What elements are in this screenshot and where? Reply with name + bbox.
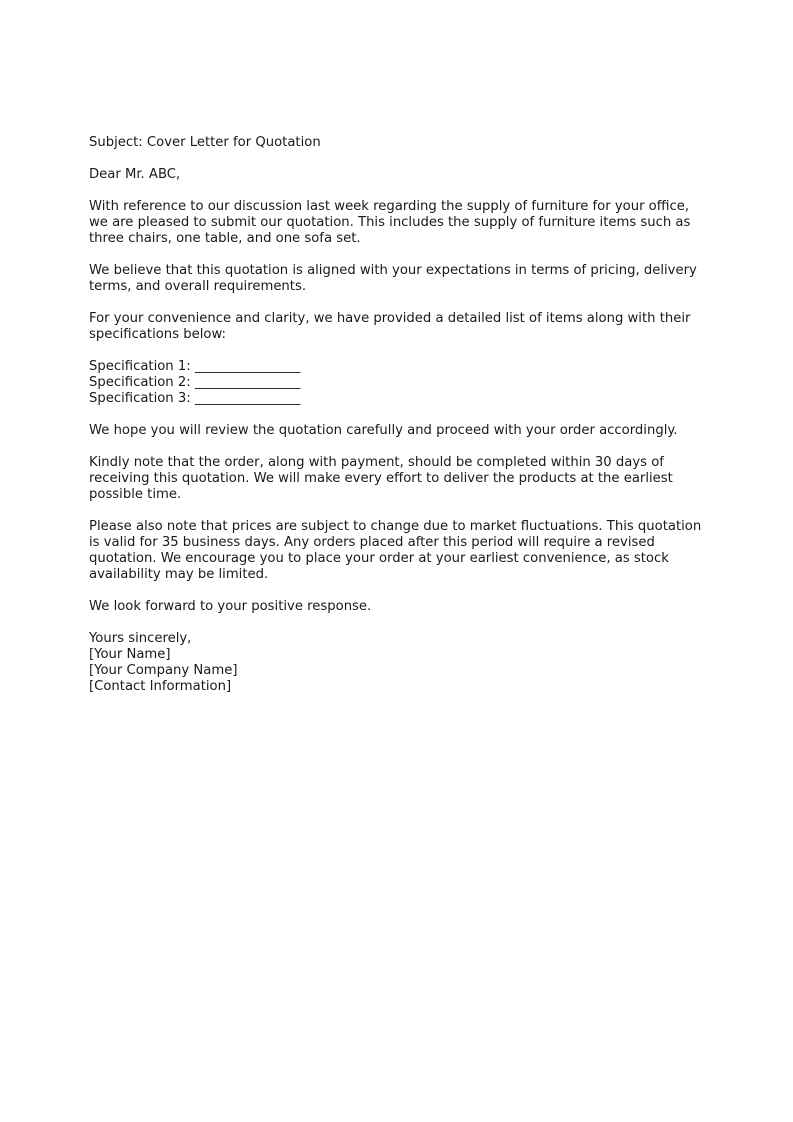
paragraph-specifications-intro: For your convenience and clarity, we have provided a detailed list of items along with their specifications below: <box>89 311 691 342</box>
paragraph-order-terms: Kindly note that the order, along with payment, should be completed within 30 days of receiving this quotation. We will make every effort to deliver the products at the earliest possible time. <box>89 455 673 502</box>
salutation: Dear Mr. ABC, <box>89 167 181 182</box>
letter-body <box>89 135 704 711</box>
signature-company: [Your Company Name] <box>89 663 238 678</box>
specification-item: Specification 2: ________________ <box>89 375 301 390</box>
paragraph-closing-remark: We look forward to your positive response. <box>89 599 372 614</box>
signature-block <box>89 631 704 695</box>
paragraph-review: We hope you will review the quotation carefully and proceed with your order accordingly. <box>89 423 678 438</box>
paragraph-intro: With reference to our discussion last week regarding the supply of furniture for your office, we are pleased to submit our quotation. This includes the supply of furniture items such as three chairs, one table, and one sofa set. <box>89 199 691 246</box>
signature-contact: [Contact Information] <box>89 679 232 694</box>
specification-item: Specification 1: ________________ <box>89 359 301 374</box>
subject-line: Subject: Cover Letter for Quotation <box>89 135 321 150</box>
specification-item: Specification 3: ________________ <box>89 391 301 406</box>
paragraph-expectations: We believe that this quotation is aligned with your expectations in terms of pricing, delivery terms, and overall requirements. <box>89 263 697 294</box>
paragraph-pricing-validity: Please also note that prices are subject to change due to market fluctuations. This quotation is valid for 35 business days. Any orders placed after this period will require a revised quotation. We encourage you to place your order at your earliest convenience, as stock availability may be limited. <box>89 519 702 582</box>
closing-phrase: Yours sincerely, <box>89 631 192 646</box>
signature-name: [Your Name] <box>89 647 171 662</box>
specifications-list <box>89 359 704 407</box>
